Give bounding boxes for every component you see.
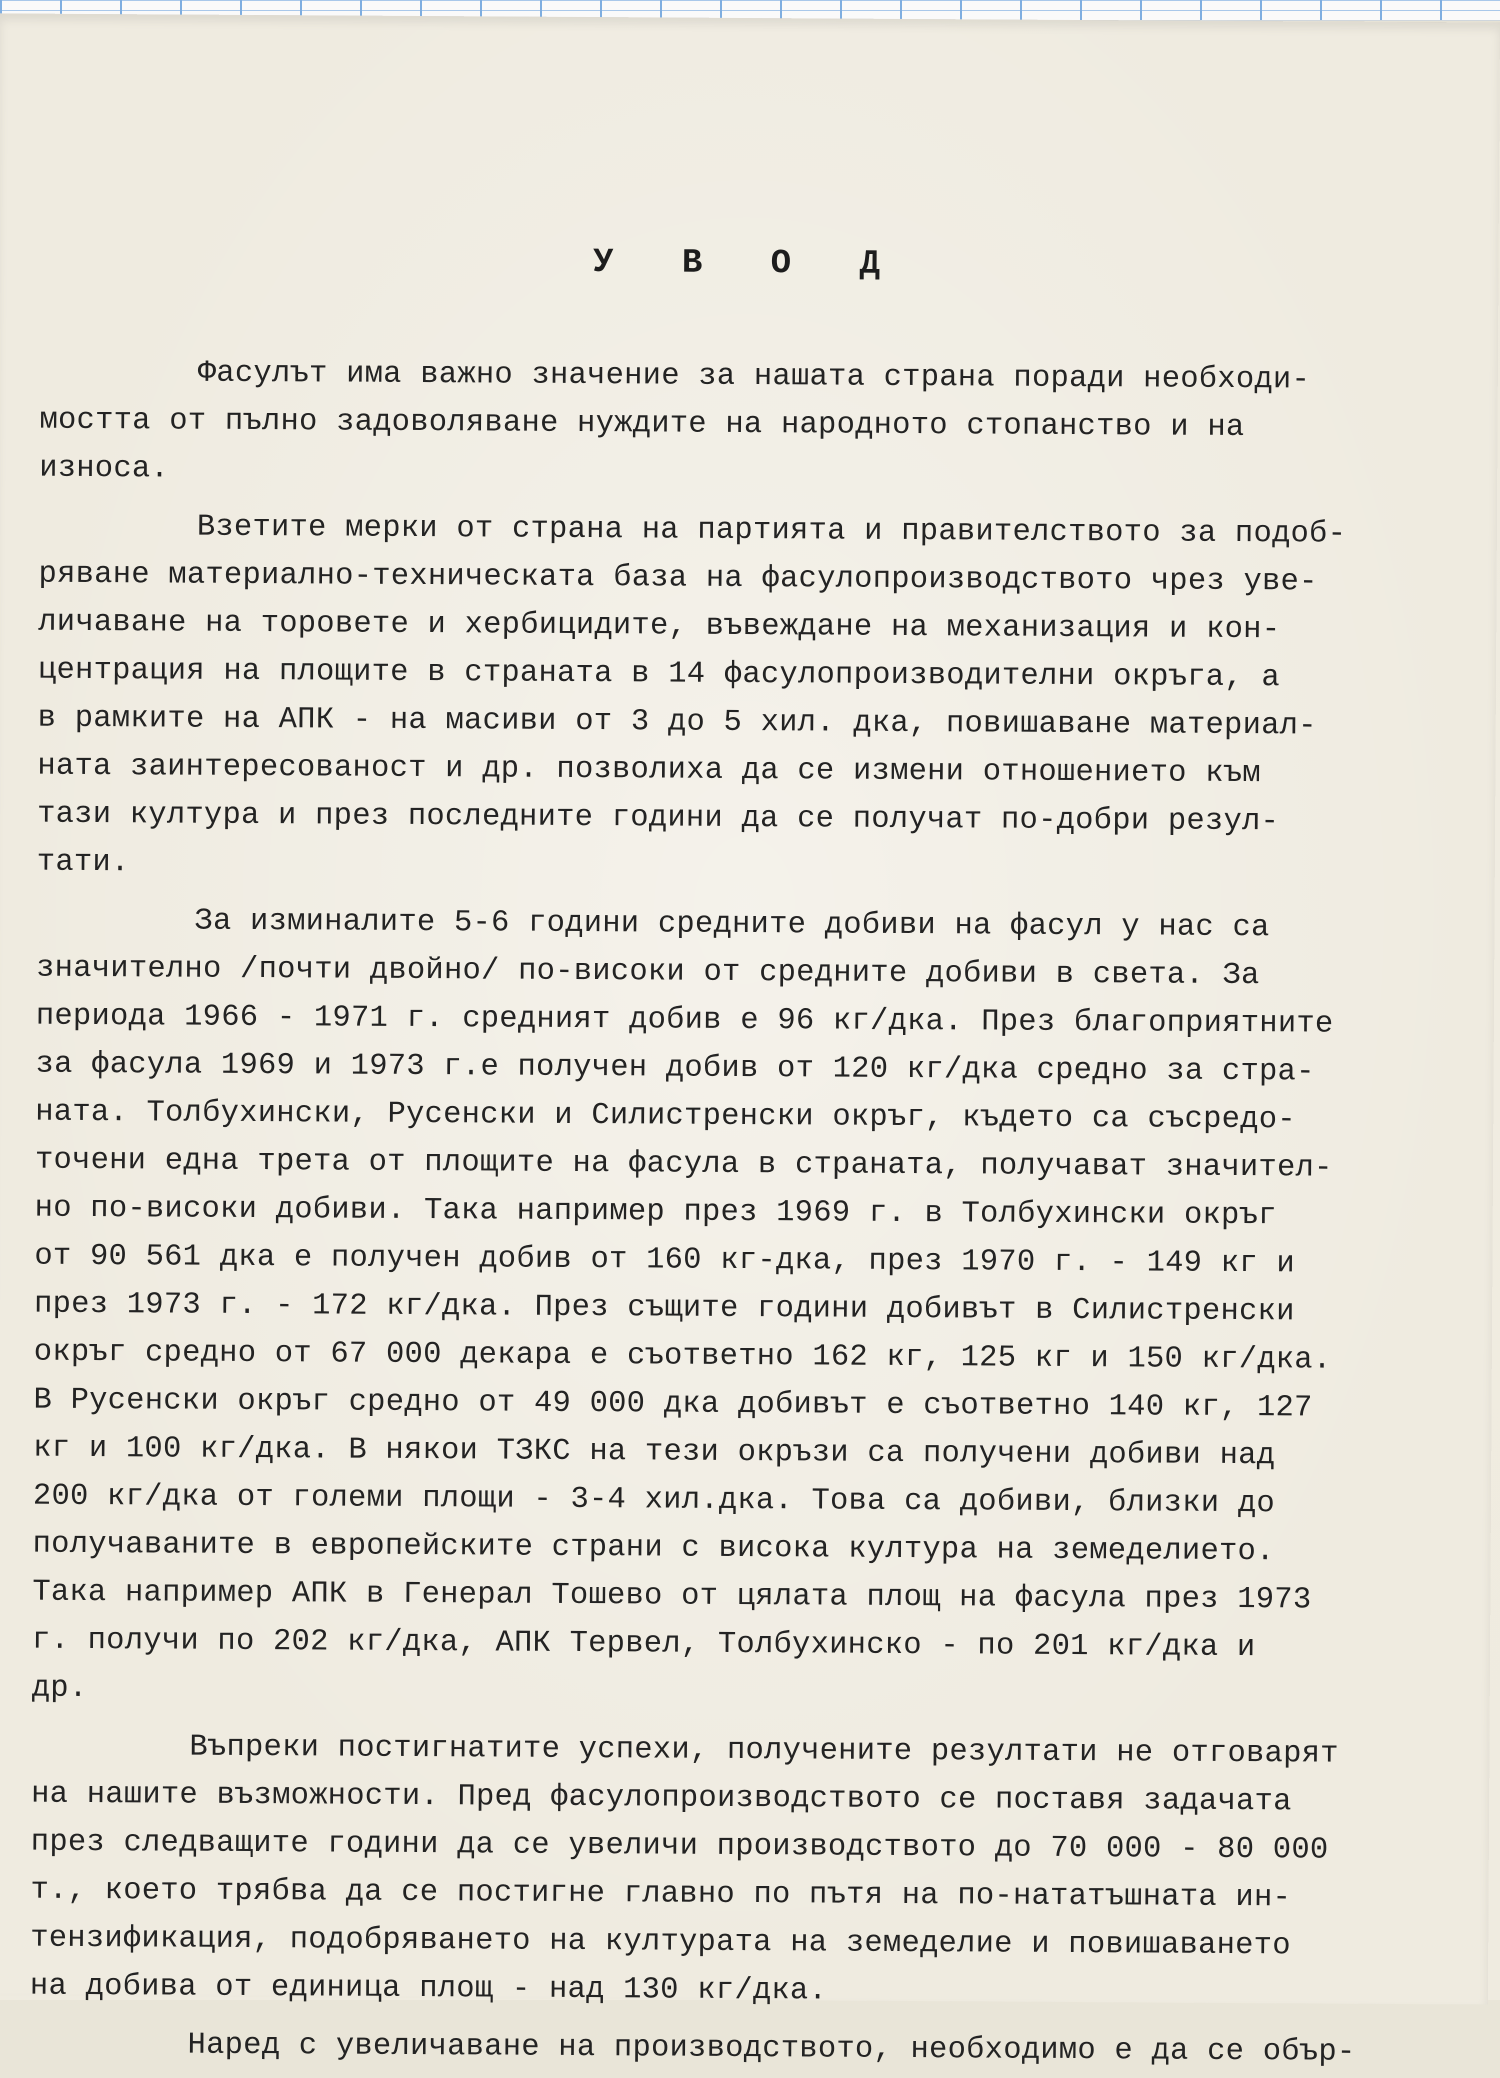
text-line: центрация на площите в страната в 14 фасулопроизводителни окръга, а [37, 653, 1281, 696]
text-line: точени една трета от площите на фасула в страната, получават значител- [34, 1143, 1333, 1186]
paragraph [30, 1723, 1447, 2020]
text-line: Взетите мерки от страна на партията и правителството за подоб- [196, 510, 1347, 552]
paragraph [32, 897, 1452, 1722]
text-line: г. получи по 202 кг/дка, АПК Тервел, Толбухинско - по 201 кг/дка и [31, 1623, 1256, 1666]
text-line: В Русенски окръг средно от 49 000 дка добивът е съответно 140 кг, 127 [33, 1383, 1313, 1426]
text-line: значително /почти двойно/ по-високи от средните добиви в света. За [36, 951, 1260, 994]
text-line: Въпреки постигнатите успехи, получените резултати не отговарят [189, 1730, 1339, 1772]
text-line: Фасулът има важно значение за нашата страна поради необходи- [197, 356, 1311, 398]
typewritten-page [0, 13, 1500, 2070]
text-line: тензификация, подобряването на културата на земеделие и повишаването [30, 1921, 1291, 1964]
text-line: ряване материално-техническата база на фасулопроизводството чрез уве- [38, 557, 1318, 600]
text-line: ната заинтересованост и др. позволиха да се измени отношението към [37, 749, 1261, 792]
text-line: окръг средно от 67 000 декара е съответно 162 кг, 125 кг и 150 кг/дка. [33, 1335, 1332, 1378]
text-line: Наред с увеличаване на производството, необходимо е да се обър- [187, 2028, 1356, 2070]
text-line: в рамките на АПК - на масиви от 3 до 5 хил. дка, повишаване материал- [37, 701, 1317, 744]
text-line: кг и 100 кг/дка. В някои ТЗКС на тези окръзи са получени добиви над [33, 1431, 1276, 1474]
text-line: ната. Толбухински, Русенски и Силистренски окръг, където са съсредо- [35, 1095, 1296, 1138]
text-line: периода 1966 - 1971 г. средният добив е 96 кг/дка. През благоприятните [35, 999, 1334, 1042]
text-line: през следващите години да се увеличи производството до 70 000 - 80 000 [30, 1825, 1329, 1868]
text-line: др. [31, 1671, 88, 1706]
text-line: получаваните в европейските страни с висока култура на земеделието. [32, 1527, 1275, 1570]
text-line: 200 кг/дка от големи площи - 3-4 хил.дка. Това са добиви, близки до [32, 1479, 1276, 1522]
text-line: на нашите възможности. Пред фасулопроизводството се поставя задачата [31, 1777, 1292, 1820]
paragraph [39, 349, 1455, 502]
text-line: личаване на торовете и хербицидите, въвеждане на механизация и кон- [38, 605, 1281, 648]
document-body [29, 349, 1454, 2078]
paragraph [29, 2021, 1444, 2078]
text-line: тази култура и през последните години да се получат по-добри резул- [37, 797, 1280, 840]
text-line: на добива от единица площ - над 130 кг/дка. [29, 1969, 828, 2009]
text-line: но по-високи добиви. Така например през 1969 г. в Толбухински окръг [34, 1191, 1277, 1234]
paragraph [37, 503, 1454, 896]
text-line: тати. [36, 845, 130, 881]
text-line: За изминалите 5-6 години средните добиви на фасул у нас са [194, 904, 1270, 946]
text-line: мостта от пълно задоволяване нуждите на народното стопанство и на [39, 403, 1245, 446]
text-line: Така например АПК в Генерал Тошево от цялата площ на фасула през 1973 [32, 1575, 1312, 1618]
text-line: от 90 561 дка е получен добив от 160 кг-дка, през 1970 г. - 149 кг и [34, 1239, 1296, 1282]
text-line: т., което трябва да се постигне главно по пътя на по-нататъшната ин- [30, 1873, 1292, 1916]
text-line: през 1973 г. - 172 кг/дка. През същите години добивът в Силистренски [34, 1287, 1295, 1330]
text-line: износа. [39, 451, 170, 487]
text-line: за фасула 1969 и 1973 г.е получен добив от 120 кг/дка средно за стра- [35, 1047, 1315, 1090]
page-title: У В О Д [592, 244, 905, 284]
